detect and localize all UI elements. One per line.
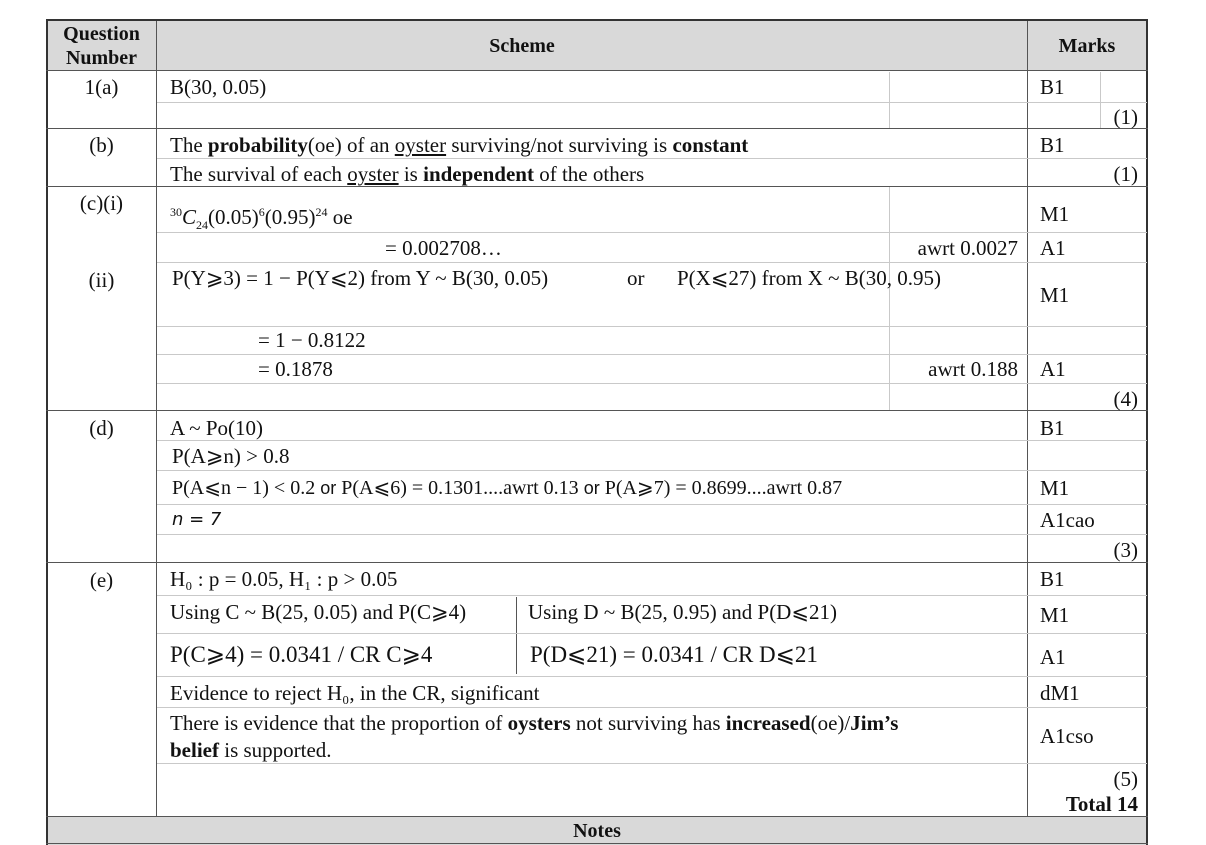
text: increased — [725, 711, 811, 735]
result-value: = 0.1878 — [258, 357, 333, 381]
question-number-header: Question — [63, 23, 140, 45]
table-top-border — [46, 19, 1148, 21]
mark-code: A1cso — [1040, 724, 1094, 748]
row-line — [157, 633, 1147, 634]
col-divider-question — [156, 19, 157, 817]
scheme-line — [172, 476, 842, 500]
scheme-line — [170, 162, 644, 186]
text: Jim’s — [850, 711, 899, 735]
mark-code: B1 — [1040, 567, 1065, 591]
conclusion-line — [170, 711, 898, 735]
scheme-line: A ~ Po(10) — [170, 416, 264, 440]
subtotal-mark: (5) — [1113, 767, 1138, 791]
subtotal-mark: (4) — [1113, 387, 1138, 411]
row-line — [157, 707, 1147, 708]
text: There is evidence that the proportion of — [170, 711, 508, 735]
subtotal-mark: (1) — [1113, 105, 1138, 129]
mark-code: A1 — [1040, 645, 1066, 669]
scheme-line: Using C ~ B(25, 0.05) and P(C⩾4) — [170, 600, 467, 624]
text: 6 — [258, 205, 265, 219]
text: C — [182, 205, 197, 229]
row-line — [157, 595, 1147, 596]
row-line — [157, 102, 1147, 103]
notes-top-line — [46, 816, 1148, 817]
row-line — [157, 504, 1147, 505]
text: 24 — [315, 205, 328, 219]
text: or — [578, 478, 605, 498]
mark-code: A1 — [1040, 357, 1066, 381]
text: oe — [327, 205, 353, 229]
text: (0.95) — [264, 205, 316, 229]
section-line-a — [46, 128, 1148, 129]
text: (oe)/ — [810, 711, 851, 735]
header-bottom-line — [46, 70, 1148, 71]
row-line — [157, 262, 1147, 263]
scheme-split-divider — [516, 597, 517, 674]
scheme-line: P(A⩾n) > 0.8 — [172, 444, 290, 468]
text: surviving/not surviving is — [446, 133, 673, 157]
text: The survival of each — [170, 162, 348, 186]
text: not surviving has — [570, 711, 726, 735]
text: independent — [423, 162, 534, 186]
scheme-line: P(Y⩾3) = 1 − P(Y⩽2) from Y ~ B(30, 0.05) — [172, 266, 549, 290]
mark-code: B1 — [1040, 75, 1065, 99]
scheme-or: or — [627, 266, 645, 290]
marks-header: Marks — [1058, 35, 1116, 57]
question-label: 1(a) — [84, 75, 119, 99]
text: P(A⩽n − 1) < 0.2 — [172, 477, 316, 499]
mark-code: A1cao — [1040, 508, 1095, 532]
mark-code: M1 — [1040, 476, 1070, 500]
question-label: (b) — [89, 133, 114, 157]
text: oysters — [507, 711, 571, 735]
awrt-note: awrt 0.188 — [928, 357, 1018, 381]
text: 30 — [170, 205, 182, 219]
subtotal-mark: (1) — [1113, 162, 1138, 186]
scheme-line: P(C⩾4) = 0.0341 / CR C⩾4 — [170, 642, 433, 667]
text: oyster — [347, 162, 399, 186]
text: is — [398, 162, 424, 186]
total-mark: Total 14 — [1065, 792, 1138, 816]
notes-header: Notes — [573, 820, 621, 842]
notes-bottom-line — [46, 843, 1148, 844]
row-line — [157, 676, 1147, 677]
scheme-inner-divider — [889, 72, 890, 128]
row-line — [157, 383, 1147, 384]
row-line — [157, 326, 1147, 327]
row-line — [157, 470, 1147, 471]
scheme-header: Scheme — [489, 35, 555, 57]
mark-code: M1 — [1040, 202, 1070, 226]
text: (oe) of an — [307, 133, 395, 157]
binomial-expression — [170, 200, 353, 237]
row-line — [157, 763, 1147, 764]
section-line-c — [46, 410, 1148, 411]
scheme-line — [170, 133, 748, 157]
question-number-header-2: Number — [65, 47, 138, 69]
question-label: (e) — [89, 568, 114, 592]
text: probability — [207, 133, 308, 157]
text: The — [170, 133, 208, 157]
text: is supported. — [218, 738, 332, 762]
question-label: (d) — [89, 416, 114, 440]
mark-code: B1 — [1040, 416, 1065, 440]
conclusion-line-2 — [170, 738, 332, 762]
text: P(A⩽6) = 0.1301....awrt 0.13 — [341, 477, 579, 499]
text: of the others — [533, 162, 645, 186]
row-line — [157, 158, 1147, 159]
result-value: = 0.002708… — [385, 236, 502, 260]
awrt-note: awrt 0.0027 — [917, 236, 1018, 260]
text: (0.05) — [208, 205, 259, 229]
text: constant — [672, 133, 749, 157]
row-line — [157, 354, 1147, 355]
subtotal-mark: (3) — [1113, 538, 1138, 562]
scheme-line: n = 7 — [172, 509, 222, 530]
mark-code: dM1 — [1040, 681, 1080, 705]
hypotheses: H₀ : p = 0.05, H₁ : p > 0.05 — [170, 567, 398, 591]
text: oyster — [394, 133, 447, 157]
scheme-line: P(X⩽27) from X ~ B(30, 0.95) — [677, 266, 942, 290]
mark-code: M1 — [1040, 603, 1070, 627]
row-line — [157, 440, 1147, 441]
mark-code: M1 — [1040, 283, 1070, 307]
result-value: = 1 − 0.8122 — [258, 328, 366, 352]
col-divider-marks — [1027, 19, 1028, 817]
text: belief — [170, 738, 219, 762]
scheme-answer: B(30, 0.05) — [170, 75, 267, 99]
text: P(A⩾7) = 0.8699....awrt 0.87 — [604, 477, 843, 499]
question-label: (ii) — [88, 268, 115, 292]
mark-code: B1 — [1040, 133, 1065, 157]
mark-code: A1 — [1040, 236, 1066, 260]
scheme-line: Using D ~ B(25, 0.95) and P(D⩽21) — [528, 600, 837, 624]
text: 24 — [196, 218, 209, 233]
section-line-b — [46, 186, 1148, 187]
scheme-line: P(D⩽21) = 0.0341 / CR D⩽21 — [530, 642, 818, 667]
section-line-d — [46, 562, 1148, 563]
table-right-border — [1146, 19, 1148, 845]
row-line — [157, 534, 1147, 535]
text: or — [315, 478, 342, 498]
scheme-line: Evidence to reject H₀, in the CR, significant — [170, 681, 540, 705]
question-label: (c)(i) — [79, 191, 124, 215]
